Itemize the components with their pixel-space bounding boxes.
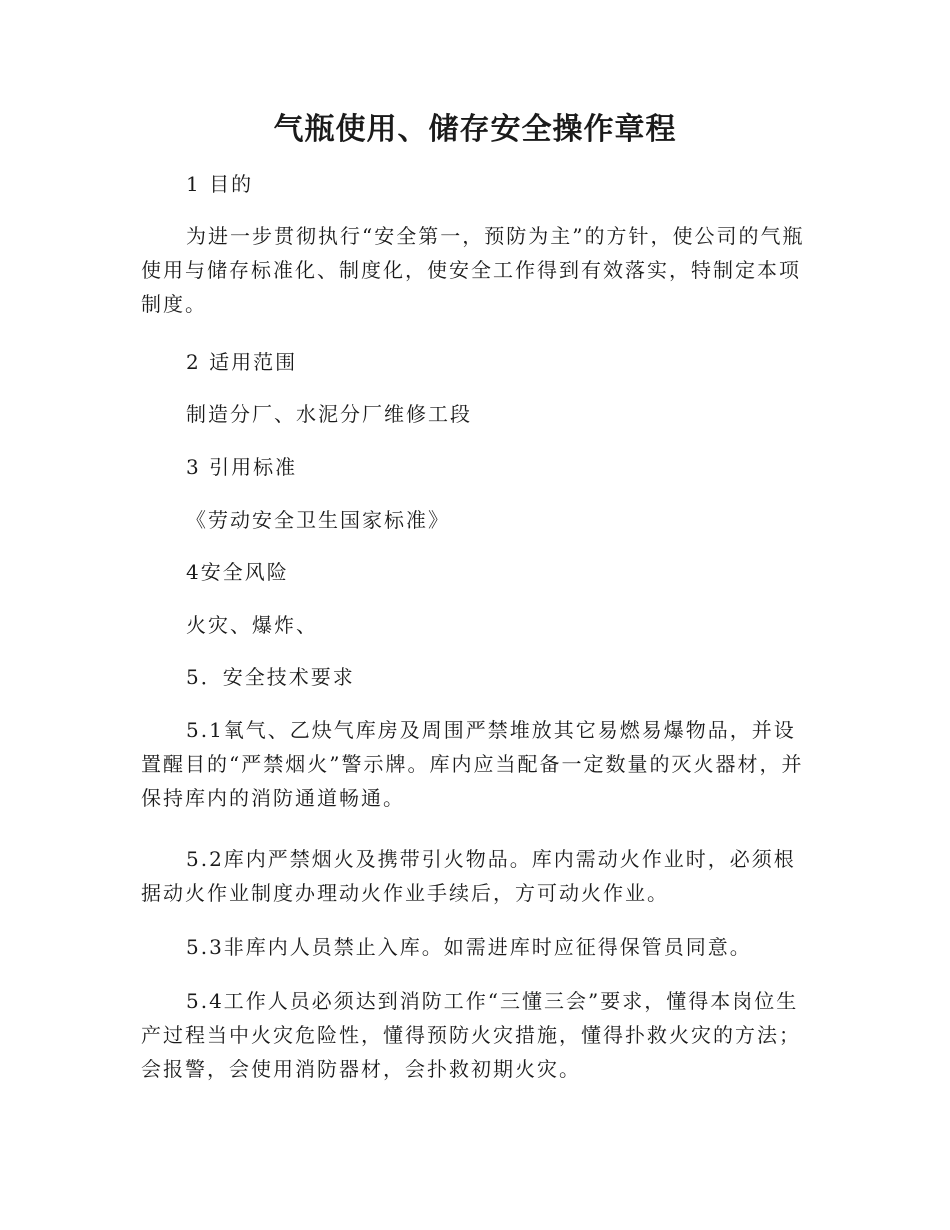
paragraph-requirement-5-2: 5.2库内严禁烟火及携带引火物品。库内需动火作业时，必须根据动火作业制度办理动火作业手续后，方可动火作业。 <box>141 847 796 905</box>
paragraph-requirement-5-4: 5.4工作人员必须达到消防工作“三懂三会”要求，懂得本岗位生产过程当中火灾危险性，懂得预防火灾措施，懂得扑救火灾的方法；会报警，会使用消防器材，会扑救初期火灾。 <box>141 989 801 1081</box>
section-heading-scope: 2 适用范围 <box>186 350 298 374</box>
paragraph-references: 《劳动安全卫生国家标准》 <box>186 508 450 532</box>
section-heading-risks: 4安全风险 <box>186 560 289 584</box>
paragraph-risks: 火灾、爆炸、 <box>186 613 318 637</box>
document-title: 气瓶使用、储存安全操作章程 <box>273 112 677 147</box>
paragraph-requirement-5-1: 5.1氧气、乙炔气库房及周围严禁堆放其它易燃易爆物品，并设置醒目的“严禁烟火”警示牌。库内应当配备一定数量的灭火器材，并保持库内的消防通道畅通。 <box>141 718 804 810</box>
paragraph-scope: 制造分厂、水泥分厂维修工段 <box>186 402 472 426</box>
section-heading-purpose: 1 目的 <box>186 172 254 196</box>
paragraph-requirement-5-3: 5.3非库内人员禁止入库。如需进库时应征得保管员同意。 <box>186 935 752 959</box>
section-heading-requirements: 5．安全技术要求 <box>186 665 355 689</box>
paragraph-purpose: 为进一步贯彻执行“安全第一，预防为主”的方针，使公司的气瓶使用与储存标准化、制度化，使安全工作得到有效落实，特制定本项制度。 <box>141 224 805 316</box>
section-heading-references: 3 引用标准 <box>186 455 298 479</box>
